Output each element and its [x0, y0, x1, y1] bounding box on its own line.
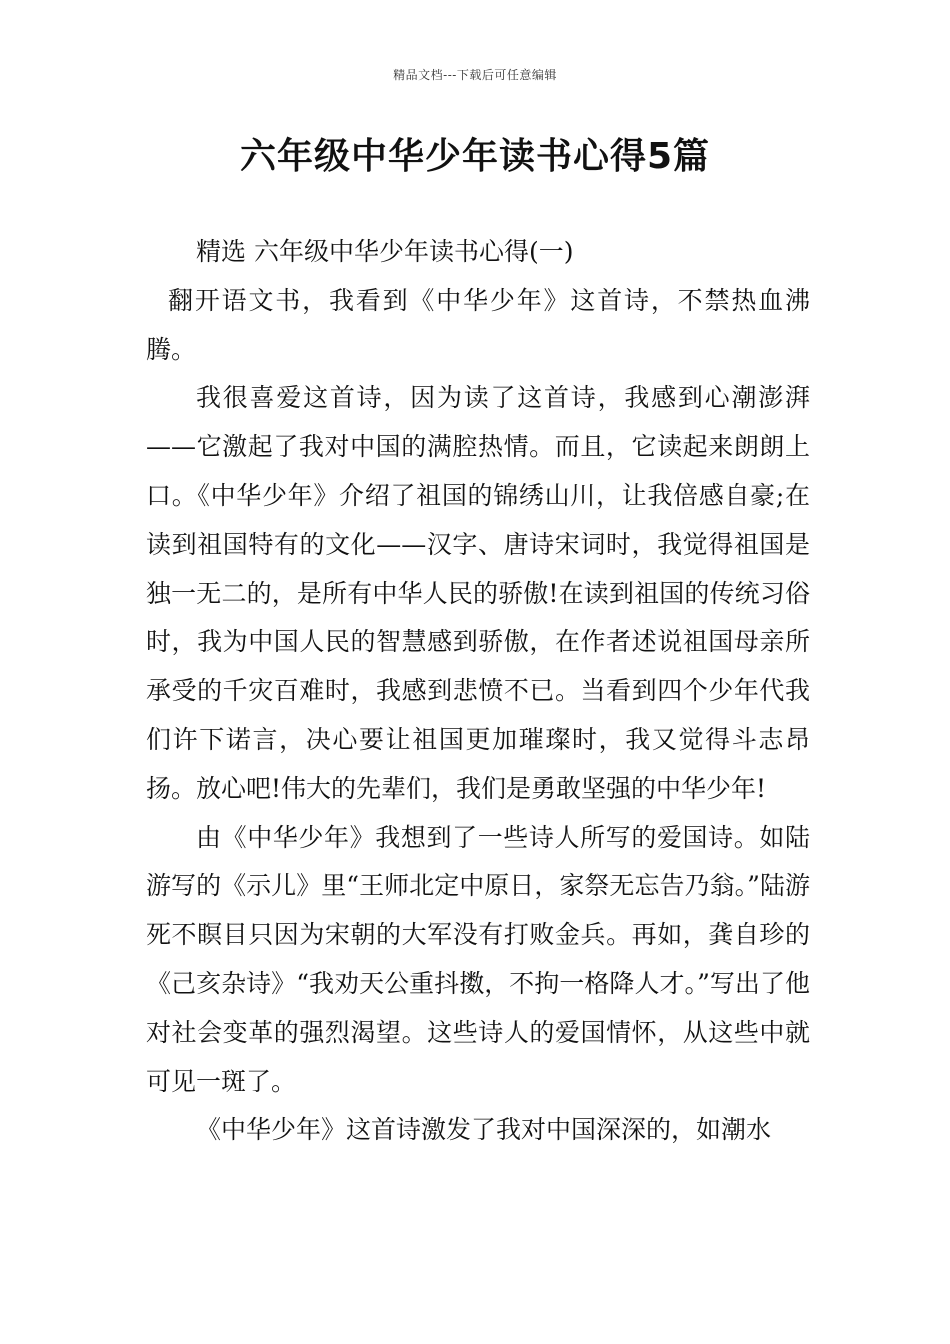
paragraph-3: 由《中华少年》我想到了一些诗人所写的爱国诗。如陆游写的《示儿》里“王师北定中原日，家祭无忘告乃翁。”陆游死不瞑目只因为宋朝的大军没有打败金兵。再如，龚自珍的《己亥杂诗》“我劝天公重抖擞，不拘一格降人才。”写出了他对社会变革的强烈渴望。这些诗人的爱国情怀，从这些中就可见一斑了。 — [146, 822, 810, 1096]
header-note: 精品文档---下载后可任意编辑 — [393, 68, 557, 82]
paragraph-1: 翻开语文书，我看到《中华少年》这首诗，不禁热血沸腾。 — [146, 285, 810, 364]
document-body — [146, 228, 810, 1155]
document-title: 六年级中华少年读书心得5篇 — [239, 136, 711, 177]
paragraph-4: 《中华少年》这首诗激发了我对中国深深的，如潮水 — [196, 1115, 772, 1145]
section-heading: 精选 六年级中华少年读书心得(一) — [196, 237, 574, 266]
paragraph-2: 我很喜爱这首诗，因为读了这首诗，我感到心潮澎湃——它激起了我对中国的满腔热情。而且，它读起来朗朗上口。《中华少年》介绍了祖国的锦绣山川，让我倍感自豪;在读到祖国特有的文化——汉字、唐诗宋词时，我觉得祖国是独一无二的，是所有中华人民的骄傲!在读到祖国的传统习俗时，我为中国人民的智慧感到骄傲，在作者述说祖国母亲所承受的千灾百难时，我感到悲愤不已。当看到四个少年代我们许下诺言，决心要让祖国更加璀璨时，我又觉得斗志昂扬。放心吧!伟大的先辈们，我们是勇敢坚强的中华少年! — [146, 383, 810, 803]
